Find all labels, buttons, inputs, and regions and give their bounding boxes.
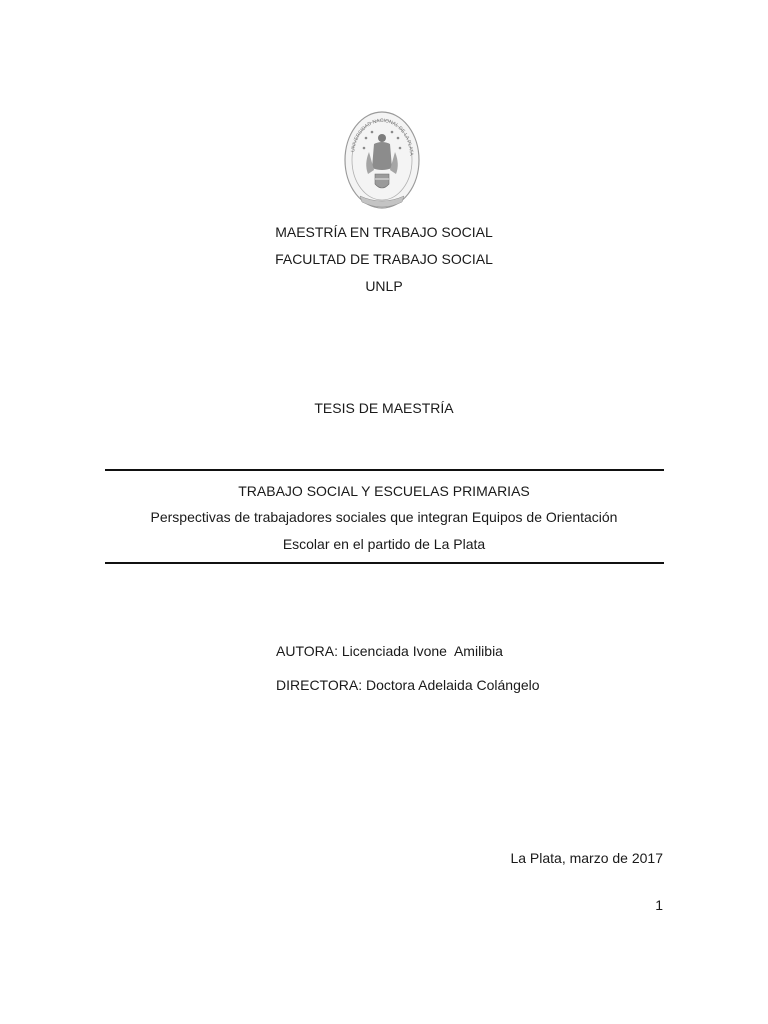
faculty-name: FACULTAD DE TRABAJO SOCIAL bbox=[275, 251, 493, 267]
director-name: Doctora Adelaida Colángelo bbox=[365, 677, 540, 693]
university-acronym: UNLP bbox=[365, 278, 403, 294]
title-bottom-rule bbox=[105, 562, 664, 564]
seal-ring-text: UNIVERSIDAD NACIONAL DE LA PLATA bbox=[350, 117, 415, 156]
title-top-rule bbox=[105, 469, 664, 471]
author-line bbox=[276, 643, 503, 659]
author-name: Licenciada Ivone Amilibia bbox=[341, 643, 503, 659]
thesis-subtitle-line-1: Perspectivas de trabajadores sociales que integran Equipos de Orientación bbox=[150, 509, 618, 525]
thesis-title: TRABAJO SOCIAL Y ESCUELAS PRIMARIAS bbox=[238, 483, 530, 499]
place-date: La Plata, marzo de 2017 bbox=[510, 850, 663, 866]
director-label: DIRECTORA: bbox=[276, 677, 363, 693]
program-name: MAESTRÍA EN TRABAJO SOCIAL bbox=[275, 224, 493, 240]
director-line bbox=[276, 677, 540, 693]
author-label: AUTORA: bbox=[276, 643, 338, 659]
page-number: 1 bbox=[655, 897, 663, 913]
university-seal bbox=[342, 108, 422, 216]
thesis-subtitle-line-2: Escolar en el partido de La Plata bbox=[282, 536, 486, 552]
thesis-type: TESIS DE MAESTRÍA bbox=[314, 400, 454, 416]
